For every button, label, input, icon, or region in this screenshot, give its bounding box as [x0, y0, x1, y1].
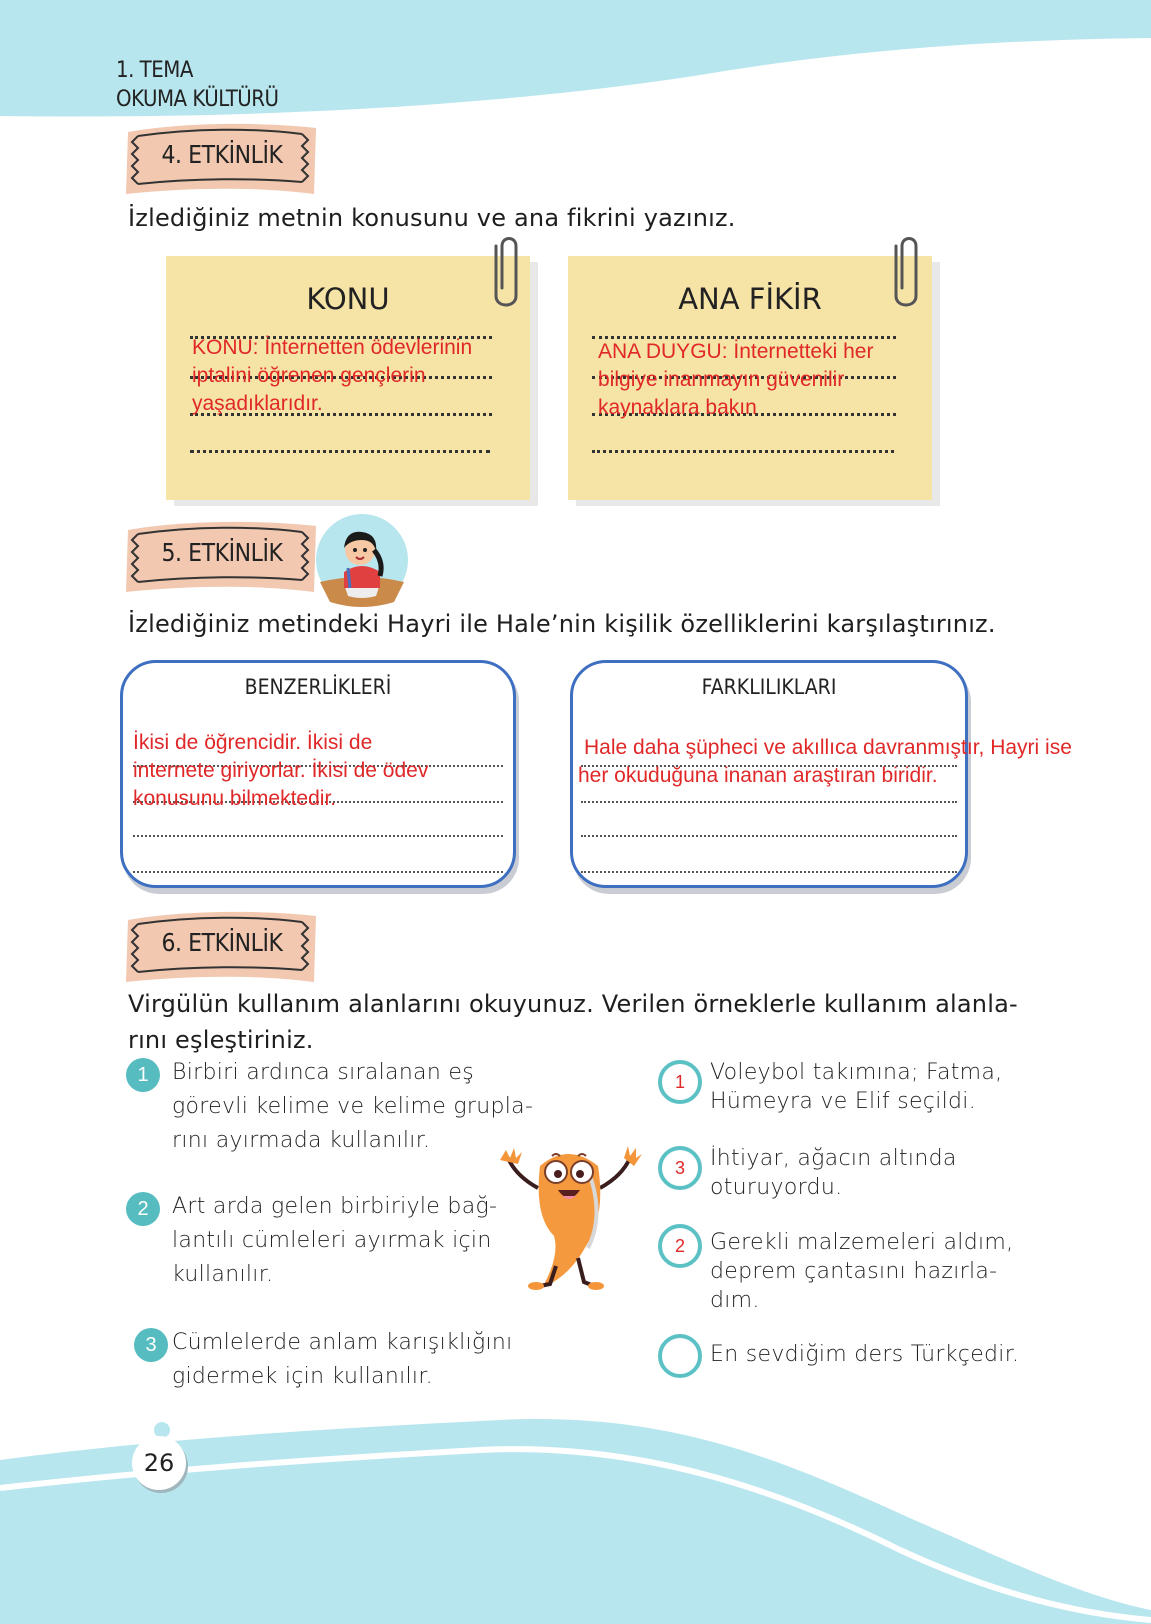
answer-circle-input[interactable]	[658, 1334, 702, 1378]
example-item-2: İhtiyar, ağacın altında oturuyordu.	[710, 1146, 957, 1200]
example-item-4: En sevdiğim ders Türkçedir.	[710, 1342, 1020, 1367]
usage-item-3: Cümlelerde anlam karışıklığını gidermek için kullanılır.	[172, 1330, 513, 1389]
usage-number-badge: 1	[126, 1058, 160, 1092]
paperclip-icon	[892, 236, 922, 312]
theme-header	[116, 56, 279, 114]
activity-5-badge	[124, 520, 320, 596]
theme-title: OKUMA KÜLTÜRÜ	[116, 87, 279, 112]
usage-item-2: Art arda gelen birbiriyle bağ- lantılı cümleleri ayırmak için kullanılır.	[172, 1194, 498, 1287]
answer-circle-input[interactable]: 2	[658, 1224, 702, 1268]
example-item-1: Voleybol takımına; Fatma, Hümeyra ve Elif seçildi.	[710, 1060, 1003, 1114]
note-title: KONU	[306, 282, 390, 316]
box-title: FARKLILIKLARI	[701, 675, 837, 699]
similarities-box	[120, 660, 516, 888]
activity-5-instruction: İzlediğiniz metindeki Hayri ile Hale’nin kişilik özelliklerini karşılaştırınız.	[128, 610, 996, 638]
paperclip-icon	[492, 236, 522, 312]
usage-number-badge: 2	[126, 1192, 160, 1226]
theme-number: 1. TEMA	[116, 58, 193, 83]
badge-label: 5. ETKİNLİK	[161, 538, 283, 567]
ana-fikir-answer: ANA DUYGU: İnternetteki her bilgiye inanmayın güvenilir kaynaklara bakın	[598, 340, 874, 419]
ana-fikir-note	[568, 256, 932, 500]
similarities-answer: İkisi de öğrencidir. İkisi de internete giriyorlar. İkisi de ödev konusunu bilmektedir.	[133, 731, 429, 810]
usage-number-badge: 3	[134, 1328, 168, 1362]
badge-label: 4. ETKİNLİK	[161, 140, 283, 169]
differences-answer: Hale daha şüpheci ve akıllıca davranmıştır, Hayri ise her okuduğuna inanan araştıran biridir.	[578, 736, 1072, 787]
activity-4-instruction: İzlediğiniz metnin konusunu ve ana fikrini yazınız.	[128, 204, 736, 232]
box-title: BENZERLİKLERİ	[244, 675, 392, 699]
usage-item-1: Birbiri ardınca sıralanan eş görevli kelime ve kelime grupla- rını ayırmada kullanılır.	[172, 1060, 534, 1153]
answer-circle-input[interactable]: 1	[658, 1060, 702, 1104]
activity-4-badge	[124, 122, 320, 198]
bottom-wave-decoration	[0, 1400, 1151, 1624]
page-number: 26	[132, 1436, 186, 1490]
konu-answer: KONU: İnternetten ödevlerinin iptalini öğrenen gençlerin yaşadıklarıdır.	[192, 336, 473, 415]
konu-note	[166, 256, 530, 500]
note-title: ANA FİKİR	[678, 282, 822, 316]
answer-circle-input[interactable]: 3	[658, 1146, 702, 1190]
comma-mascot-illustration	[496, 1136, 642, 1296]
activity-6-instruction: Virgülün kullanım alanlarını okuyunuz. Verilen örneklerle kullanım alanla- rını eşleştiriniz.	[128, 990, 1018, 1054]
girl-writing-illustration	[314, 512, 410, 608]
badge-label: 6. ETKİNLİK	[161, 928, 283, 957]
activity-6-badge	[124, 910, 320, 986]
example-item-3: Gerekli malzemeleri aldım, deprem çantasını hazırla- dım.	[710, 1230, 1014, 1313]
